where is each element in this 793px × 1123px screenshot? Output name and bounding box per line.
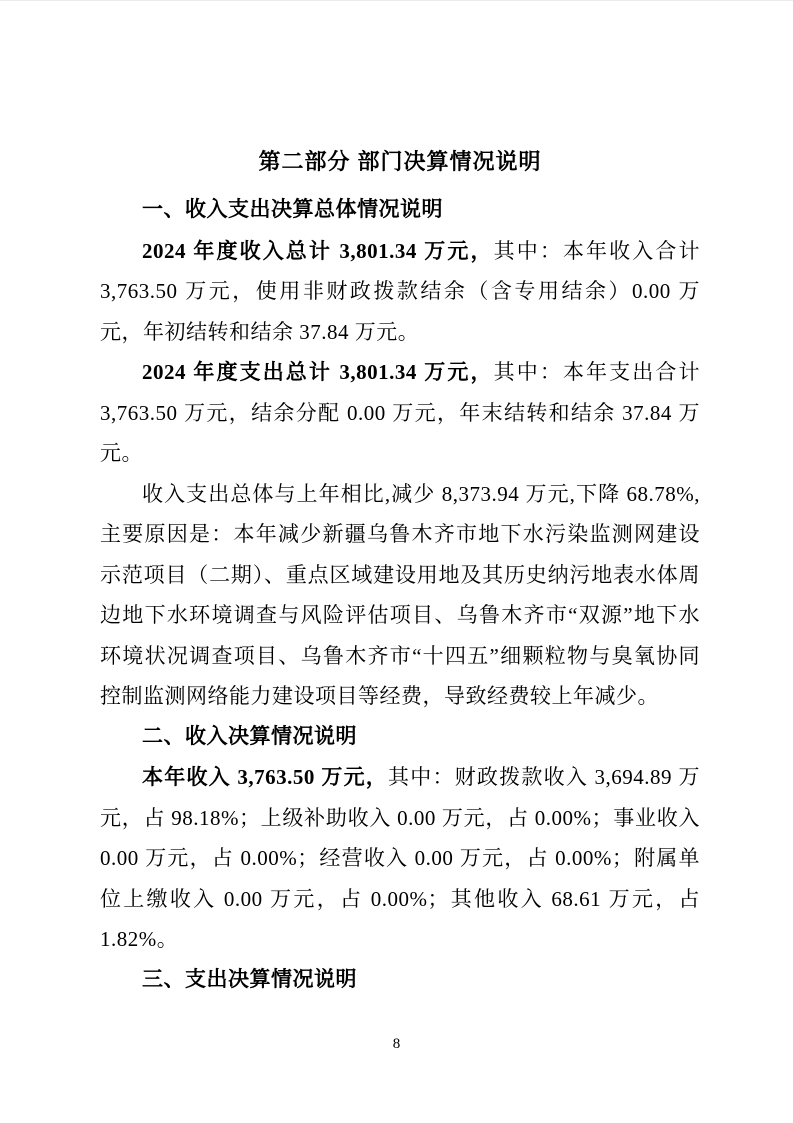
paragraph-total-expenditure-lead: 2024 年度支出总计 3,801.34 万元， — [142, 360, 494, 384]
paragraph-year-comparison — [100, 474, 700, 717]
document-content — [100, 142, 700, 1000]
paragraph-income-breakdown — [100, 757, 700, 960]
section-heading-expenditure-details: 三、支出决算情况说明 — [142, 967, 357, 991]
paragraph-total-income-lead: 2024 年度收入总计 3,801.34 万元， — [142, 238, 494, 263]
paragraph-total-expenditure-text: 其中：本年支出合计 3,763.50 万元，结余分配 0.00 万元，年末结转和结余 37.84 万元。 — [100, 360, 701, 465]
page-number: 8 — [392, 1036, 401, 1052]
document-title: 第二部分 部门决算情况说明 — [258, 149, 542, 174]
paragraph-income-breakdown-lead: 本年收入 3,763.50 万元， — [142, 765, 389, 789]
section-heading-income-expenditure-overview: 一、收入支出决算总体情况说明 — [142, 198, 443, 221]
page-footer — [0, 1035, 793, 1053]
paragraph-total-income-text: 其中：本年收入合计 3,763.50 万元，使用非财政拨款结余（含专用结余）0.00 万元，年初结转和结余 37.84 万元。 — [100, 238, 701, 344]
paragraph-total-income — [100, 231, 700, 353]
section-heading-income-details: 二、收入决算情况说明 — [142, 724, 357, 748]
paragraph-total-expenditure — [100, 352, 700, 474]
paragraph-year-comparison-text: 收入支出总体与上年相比,减少 8,373.94 万元,下降 68.78%,主要原因是：本年减少新疆乌鲁木齐市地下水污染监测网建设示范项目（二期）、重点区域建设用地及其历史纳污地表水体周边地下水环境调查与风险评估项目、乌鲁木齐市“双源”地下水环境状况调查项目、乌鲁木齐市“十四五”细颗粒物与臭氧协同控制监测网络能力建设项目等经费，导致经费较上年减少。 — [100, 481, 700, 708]
paragraph-income-breakdown-text: 其中：财政拨款收入 3,694.89 万元，占 98.18%；上级补助收入 0.00 万元，占 0.00%；事业收入 0.00 万元，占 0.00%；经营收入 0.00 万元，占 0.00%；附属单位上缴收入 0.00 万元，占 0.00%；其他收入 68.61 万元，占 1.82%。 — [100, 765, 701, 951]
